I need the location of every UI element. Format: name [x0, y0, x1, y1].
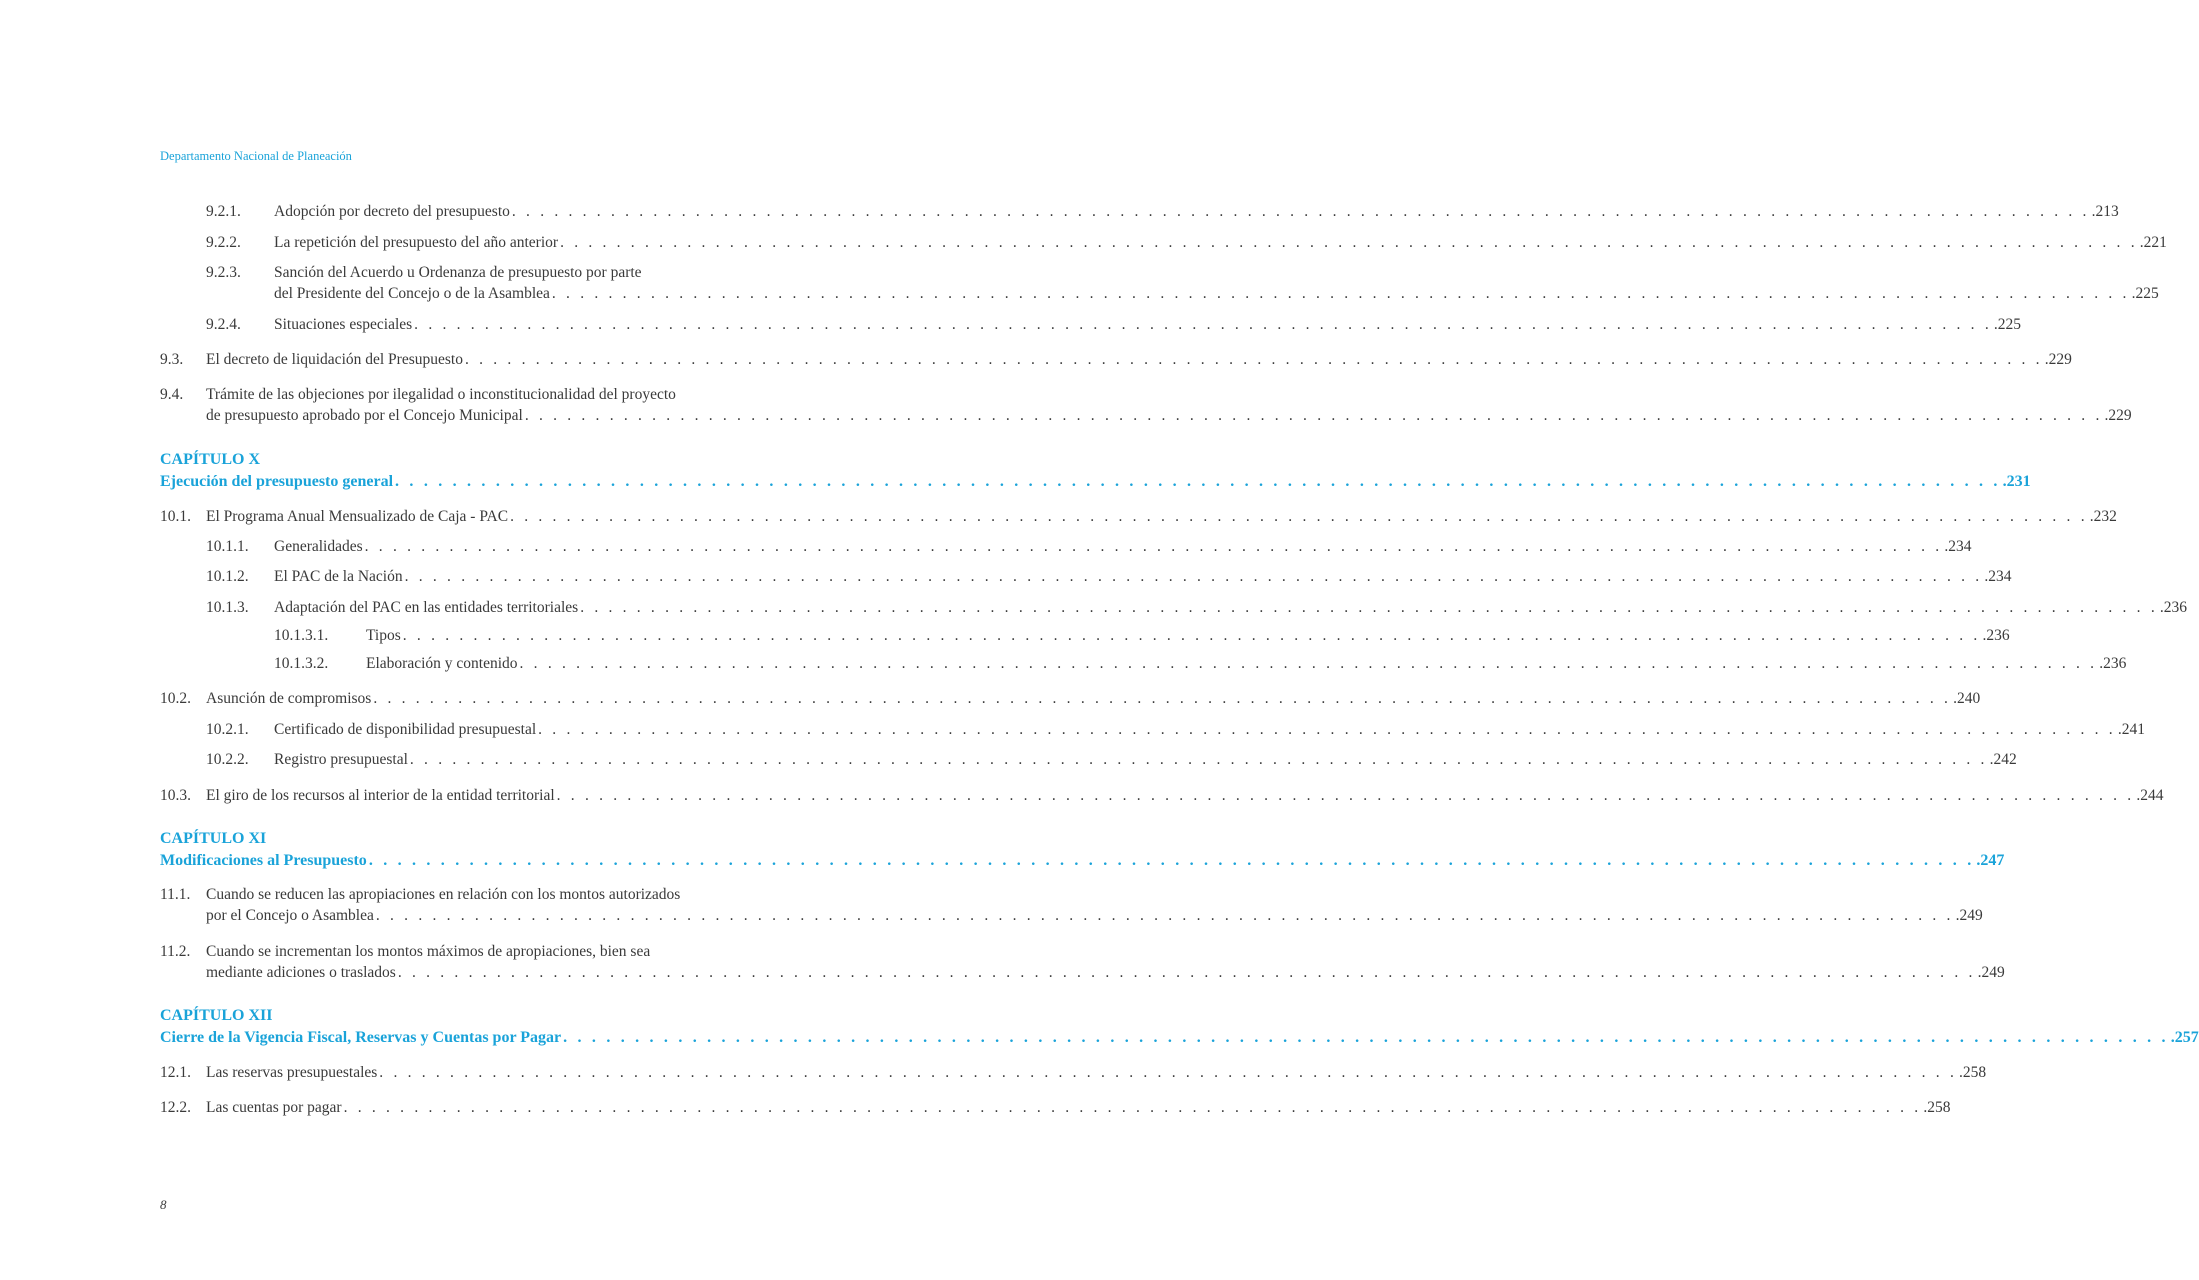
running-header: Departamento Nacional de Planeación	[160, 149, 352, 163]
toc-entry-number: 9.4.	[160, 386, 184, 403]
toc-entry-page: .242	[1989, 751, 2017, 768]
toc-entry-number: 10.2.1.	[206, 721, 249, 738]
dot-leader: . . . . . . . . . . . . . . . . . . . . . . . . . . . . . . . . . . . . . . . . . . . . . . . . . . . . . . . . . . . . . . . . . . . . . . . . . . . . . . . . . . . . . . . . . . . . . . . . . . . . . . . . . . . . . . . .	[402, 627, 1981, 644]
toc-entry-number: 10.3.	[160, 787, 191, 804]
toc-entry-page: .229	[2104, 407, 2132, 424]
toc-entry-page: .225	[2131, 285, 2159, 302]
toc-entry-title: El Programa Anual Mensualizado de Caja - PAC	[206, 508, 509, 525]
chapter-label: CAPÍTULO X	[160, 451, 261, 468]
toc-entry-title: Las reservas presupuestales	[206, 1064, 378, 1081]
toc-entry-page: .258	[1923, 1099, 1951, 1116]
toc-entry-number: 11.1.	[160, 886, 191, 903]
toc-entry-title: Generalidades	[274, 538, 363, 555]
toc-entry-title: de presupuesto aprobado por el Concejo Municipal	[206, 407, 523, 424]
toc-entry-page: .244	[2136, 787, 2164, 804]
dot-leader: . . . . . . . . . . . . . . . . . . . . . . . . . . . . . . . . . . . . . . . . . . . . . . . . . . . . . . . . . . . . . . . . . . . . . . . . . . . . . . . . . . . . . . . . . . . . . . . . . . . . . . . . . . . . . . . .	[368, 852, 1975, 869]
dot-leader: . . . . . . . . . . . . . . . . . . . . . . . . . . . . . . . . . . . . . . . . . . . . . . . . . . . . . . . . . . . . . . . . . . . . . . . . . . . . . . . . . . . . . . . . . . . . . . . . . . . . . . . . . . . . . . . .	[379, 1064, 1958, 1081]
toc-entry-page: .213	[2091, 203, 2119, 220]
toc-entry-page: .236	[2159, 599, 2188, 616]
dot-leader: . . . . . . . . . . . . . . . . . . . . . . . . . . . . . . . . . . . . . . . . . . . . . . . . . . . . . . . . . . . . . . . . . . . . . . . . . . . . . . . . . . . . . . . . . . . . . . . . . . . . . . . . . . . . . . . .	[397, 964, 1976, 981]
toc-entry-number: 10.1.2.	[206, 568, 249, 585]
toc-entry-page: .234	[1944, 538, 1972, 555]
dot-leader: . . . . . . . . . . . . . . . . . . . . . . . . . . . . . . . . . . . . . . . . . . . . . . . . . . . . . . . . . . . . . . . . . . . . . . . . . . . . . . . . . . . . . . . . . . . . . . . . . . . . . . . . . . . . . . . .	[538, 721, 2116, 738]
toc-entry-number: 10.1.1.	[206, 538, 249, 555]
toc-entry-number: 9.2.2.	[206, 234, 241, 251]
toc-entry-page: .249	[1955, 907, 1983, 924]
toc-entry-title: Situaciones especiales	[274, 316, 413, 333]
chapter-page: .247	[1976, 852, 2005, 869]
toc-entry-page: .225	[1993, 316, 2022, 333]
toc-entry-number: 11.2.	[160, 943, 191, 960]
toc-entry-number: 10.1.3.	[206, 599, 249, 616]
toc-entry-title: Elaboración y contenido	[366, 655, 518, 672]
toc-entry-title: Adopción por decreto del presupuesto	[274, 203, 510, 220]
toc-entry-title: por el Concejo o Asamblea	[206, 907, 374, 924]
toc-entry-title: mediante adiciones o traslados	[206, 964, 396, 981]
chapter-heading[interactable]	[160, 449, 2031, 493]
toc-entry-title-line1: Cuando se reducen las apropiaciones en relación con los montos autorizados	[206, 886, 681, 903]
toc-entry-page: .229	[2044, 351, 2072, 368]
dot-leader: . . . . . . . . . . . . . . . . . . . . . . . . . . . . . . . . . . . . . . . . . . . . . . . . . . . . . . . . . . . . . . . . . . . . . . . . . . . . . . . . . . . . . . . . . . . . . . . . . . . . . . . . . . . . . . . .	[510, 508, 2088, 525]
toc-entry-title-line1: Cuando se incrementan los montos máximos de apropiaciones, bien sea	[206, 943, 651, 960]
toc-entry-number: 9.2.1.	[206, 203, 241, 220]
toc-entry-title: El giro de los recursos al interior de la entidad territorial	[206, 787, 555, 804]
dot-leader: . . . . . . . . . . . . . . . . . . . . . . . . . . . . . . . . . . . . . . . . . . . . . . . . . . . . . . . . . . . . . . . . . . . . . . . . . . . . . . . . . . . . . . . . . . . . . . . . . . . . . . . . . . . . . . . .	[580, 599, 2158, 616]
dot-leader: . . . . . . . . . . . . . . . . . . . . . . . . . . . . . . . . . . . . . . . . . . . . . . . . . . . . . . . . . . . . . . . . . . . . . . . . . . . . . . . . . . . . . . . . . . . . . . . . . . . . . . . . . . . . . . . .	[414, 316, 1992, 333]
chapter-heading[interactable]	[160, 828, 2005, 872]
toc-entry-title: del Presidente del Concejo o de la Asamblea	[274, 285, 550, 302]
chapter-label: CAPÍTULO XI	[160, 830, 267, 847]
toc-entry-title: El decreto de liquidación del Presupuesto	[206, 351, 463, 368]
toc-entry-number: 10.2.2.	[206, 751, 249, 768]
chapter-title: Cierre de la Vigencia Fiscal, Reservas y Cuentas por Pagar	[160, 1029, 562, 1046]
dot-leader: . . . . . . . . . . . . . . . . . . . . . . . . . . . . . . . . . . . . . . . . . . . . . . . . . . . . . . . . . . . . . . . . . . . . . . . . . . . . . . . . . . . . . . . . . . . . . . . . . . . . . . . . . . . . . . . .	[556, 787, 2135, 804]
toc-entry-number: 10.1.3.1.	[274, 627, 329, 644]
dot-leader: . . . . . . . . . . . . . . . . . . . . . . . . . . . . . . . . . . . . . . . . . . . . . . . . . . . . . . . . . . . . . . . . . . . . . . . . . . . . . . . . . . . . . . . . . . . . . . . . . . . . . . . . . . . . . . . .	[511, 203, 2090, 220]
dot-leader: . . . . . . . . . . . . . . . . . . . . . . . . . . . . . . . . . . . . . . . . . . . . . . . . . . . . . . . . . . . . . . . . . . . . . . . . . . . . . . . . . . . . . . . . . . . . . . . . . . . . . . . . . . . . . . . .	[395, 473, 2001, 490]
dot-leader: . . . . . . . . . . . . . . . . . . . . . . . . . . . . . . . . . . . . . . . . . . . . . . . . . . . . . . . . . . . . . . . . . . . . . . . . . . . . . . . . . . . . . . . . . . . . . . . . . . . . . . . . . . . . . . . .	[560, 234, 2138, 251]
toc-entry-number: 12.1.	[160, 1064, 191, 1081]
toc-entry-number: 10.1.3.2.	[274, 655, 329, 672]
chapter-title: Ejecución del presupuesto general	[160, 473, 394, 490]
toc-entry-page: .234	[1984, 568, 2012, 585]
toc-entry-page: .241	[2117, 721, 2146, 738]
toc-entry-number: 10.2.	[160, 690, 191, 707]
toc-entry-number: 12.2.	[160, 1099, 191, 1116]
toc-entry-title: Adaptación del PAC en las entidades territoriales	[274, 599, 579, 616]
chapter-title: Modificaciones al Presupuesto	[160, 852, 367, 869]
toc-entry-title-line1: Sanción del Acuerdo u Ordenanza de presupuesto por parte	[274, 264, 642, 281]
dot-leader: . . . . . . . . . . . . . . . . . . . . . . . . . . . . . . . . . . . . . . . . . . . . . . . . . . . . . . . . . . . . . . . . . . . . . . . . . . . . . . . . . . . . . . . . . . . . . . . . . . . . . . . . . . . . . . . .	[464, 351, 2043, 368]
toc-entry-title: Las cuentas por pagar	[206, 1099, 342, 1116]
toc-entry-page: .236	[2099, 655, 2127, 672]
dot-leader: . . . . . . . . . . . . . . . . . . . . . . . . . . . . . . . . . . . . . . . . . . . . . . . . . . . . . . . . . . . . . . . . . . . . . . . . . . . . . . . . . . . . . . . . . . . . . . . . . . . . . . . . . . . . . . . .	[551, 285, 2130, 302]
dot-leader: . . . . . . . . . . . . . . . . . . . . . . . . . . . . . . . . . . . . . . . . . . . . . . . . . . . . . . . . . . . . . . . . . . . . . . . . . . . . . . . . . . . . . . . . . . . . . . . . . . . . . . . . . . . . . . . .	[364, 538, 1943, 555]
dot-leader: . . . . . . . . . . . . . . . . . . . . . . . . . . . . . . . . . . . . . . . . . . . . . . . . . . . . . . . . . . . . . . . . . . . . . . . . . . . . . . . . . . . . . . . . . . . . . . . . . . . . . . . . . . . . . . . .	[409, 751, 1988, 768]
toc-entry-page: .240	[1953, 690, 1981, 707]
toc-entry-number: 9.3.	[160, 351, 184, 368]
toc-entry-title: Registro presupuestal	[274, 751, 408, 768]
page-number: 8	[160, 1197, 167, 1212]
dot-leader: . . . . . . . . . . . . . . . . . . . . . . . . . . . . . . . . . . . . . . . . . . . . . . . . . . . . . . . . . . . . . . . . . . . . . . . . . . . . . . . . . . . . . . . . . . . . . . . . . . . . . . . . . . . . . . . .	[343, 1099, 1922, 1116]
chapter-page: .257	[2170, 1029, 2199, 1046]
toc-entry-number: 9.2.4.	[206, 316, 241, 333]
toc-entry-page: .249	[1977, 964, 2005, 981]
chapter-label: CAPÍTULO XII	[160, 1007, 273, 1024]
toc-entry-title: Tipos	[366, 627, 401, 644]
toc-entry-title: El PAC de la Nación	[274, 568, 403, 585]
toc-entry-title: La repetición del presupuesto del año anterior	[274, 234, 559, 251]
toc-entry-title: Certificado de disponibilidad presupuestal	[274, 721, 537, 738]
dot-leader: . . . . . . . . . . . . . . . . . . . . . . . . . . . . . . . . . . . . . . . . . . . . . . . . . . . . . . . . . . . . . . . . . . . . . . . . . . . . . . . . . . . . . . . . . . . . . . . . . . . . . . . . . . . . . . . .	[375, 907, 1954, 924]
toc-entry-page: .232	[2089, 508, 2117, 525]
toc-entry-page: .221	[2139, 234, 2167, 251]
dot-leader: . . . . . . . . . . . . . . . . . . . . . . . . . . . . . . . . . . . . . . . . . . . . . . . . . . . . . . . . . . . . . . . . . . . . . . . . . . . . . . . . . . . . . . . . . . . . . . . . . . . . . . . . . . . . . . . .	[524, 407, 2103, 424]
toc-entry-page: .258	[1959, 1064, 1987, 1081]
toc-entry-title-line1: Trámite de las objeciones por ilegalidad o inconstitucionalidad del proyecto	[206, 386, 676, 403]
toc-entry-page: .236	[1982, 627, 2010, 644]
toc-entry-number: 9.2.3.	[206, 264, 241, 281]
toc-entry-number: 10.1.	[160, 508, 191, 525]
toc-entry-title: Asunción de compromisos	[206, 690, 372, 707]
dot-leader: . . . . . . . . . . . . . . . . . . . . . . . . . . . . . . . . . . . . . . . . . . . . . . . . . . . . . . . . . . . . . . . . . . . . . . . . . . . . . . . . . . . . . . . . . . . . . . . . . . . . . . . . . . . . . . . .	[404, 568, 1983, 585]
dot-leader: . . . . . . . . . . . . . . . . . . . . . . . . . . . . . . . . . . . . . . . . . . . . . . . . . . . . . . . . . . . . . . . . . . . . . . . . . . . . . . . . . . . . . . . . . . . . . . . . . . . . . . . . . . . . . . . .	[519, 655, 2098, 672]
chapter-heading[interactable]	[160, 1005, 2199, 1049]
dot-leader: . . . . . . . . . . . . . . . . . . . . . . . . . . . . . . . . . . . . . . . . . . . . . . . . . . . . . . . . . . . . . . . . . . . . . . . . . . . . . . . . . . . . . . . . . . . . . . . . . . . . . . . . . . . . . . . .	[563, 1029, 2169, 1046]
dot-leader: . . . . . . . . . . . . . . . . . . . . . . . . . . . . . . . . . . . . . . . . . . . . . . . . . . . . . . . . . . . . . . . . . . . . . . . . . . . . . . . . . . . . . . . . . . . . . . . . . . . . . . . . . . . . . . . .	[373, 690, 1952, 707]
chapter-page: .231	[2002, 473, 2031, 490]
